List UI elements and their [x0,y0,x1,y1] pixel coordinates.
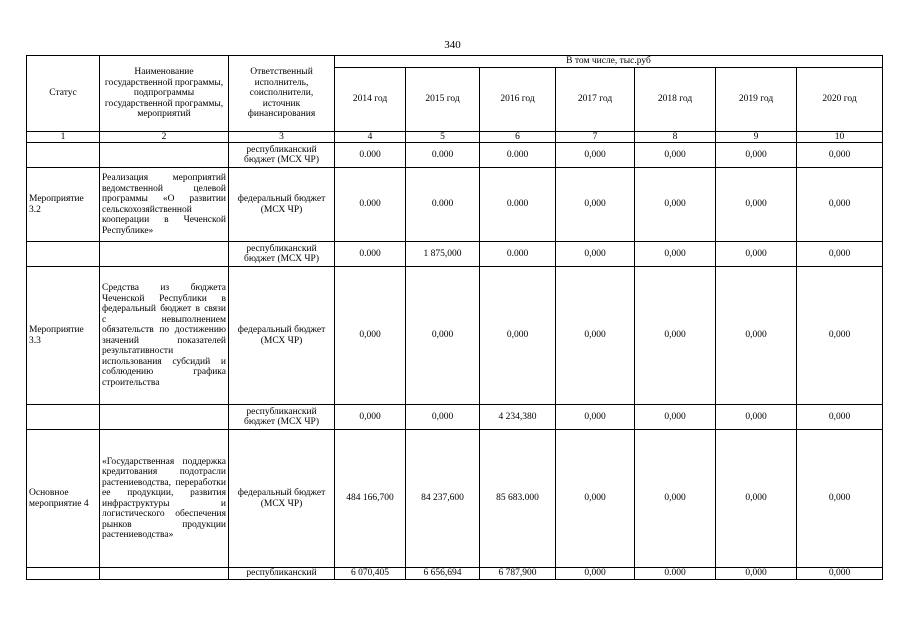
value-cell: 0,000 [716,143,797,168]
value-cell: 0,000 [635,405,716,430]
header-executor: Ответственный исполнитель, соисполнители, источник финансирования [229,56,335,132]
name-cell [100,242,229,267]
col-number: 10 [797,132,883,143]
value-cell: 0,000 [556,168,635,242]
source-cell: республиканский бюджет (МСХ ЧР) [229,143,335,168]
value-cell: 0,000 [406,267,480,405]
value-cell: 0,000 [797,430,883,568]
value-cell: 0,000 [716,430,797,568]
name-cell: Средства из бюджета Чеченской Республики в федеральный бюджет в связи с невыполнением обязательств по достижению значений показателей результативности использования субсидий и соблюдению графика строительства [100,267,229,405]
name-cell [100,568,229,580]
header-year: 2015 год [406,68,480,132]
name-cell: «Государственная поддержка кредитования подотрасли растениеводства, переработки ее продукции, развития инфраструктуры и логистического обеспечения рынков продукции растениеводства» [100,430,229,568]
value-cell: 0,000 [797,143,883,168]
name-cell [100,405,229,430]
table-row [27,267,883,405]
col-number: 6 [480,132,556,143]
value-cell: 4 234,380 [480,405,556,430]
col-number: 4 [335,132,406,143]
value-cell: 0.000 [335,143,406,168]
value-cell: 0.000 [635,568,716,580]
value-cell: 0,000 [556,430,635,568]
header-name: Наименование государственной программы, подпрограммы государственной программы, мероприятий [100,56,229,132]
table-row [27,242,883,267]
source-cell: республиканский [229,568,335,580]
value-cell: 0,000 [556,267,635,405]
value-cell: 0,000 [716,242,797,267]
value-cell: 0,000 [556,568,635,580]
table-row [27,568,883,580]
value-cell: 0,000 [797,568,883,580]
source-cell: республиканский бюджет (МСХ ЧР) [229,405,335,430]
header-year: 2014 год [335,68,406,132]
value-cell: 0.000 [480,168,556,242]
value-cell: 484 166,700 [335,430,406,568]
value-cell: 0,000 [797,405,883,430]
value-cell: 0,000 [556,405,635,430]
value-cell: 0,000 [635,168,716,242]
header-year: 2017 год [556,68,635,132]
value-cell: 0.000 [480,143,556,168]
table-row [27,430,883,568]
col-number: 8 [635,132,716,143]
value-cell: 0,000 [406,405,480,430]
value-cell: 0,000 [335,405,406,430]
value-cell: 0,000 [556,143,635,168]
col-number: 2 [100,132,229,143]
status-cell: Мероприятие 3.3 [27,267,100,405]
value-cell: 0,000 [635,143,716,168]
value-cell: 6 070,405 [335,568,406,580]
value-cell: 0,000 [635,430,716,568]
value-cell: 0,000 [635,242,716,267]
header-group: В том числе, тыс.руб [335,56,883,68]
budget-table [26,55,883,580]
value-cell: 0,000 [556,242,635,267]
value-cell: 6 787,900 [480,568,556,580]
header-status: Статус [27,56,100,132]
header-year: 2019 год [716,68,797,132]
status-cell: Мероприятие 3.2 [27,168,100,242]
value-cell: 1 875,000 [406,242,480,267]
source-cell: федеральный бюджет (МСХ ЧР) [229,430,335,568]
value-cell: 84 237,600 [406,430,480,568]
value-cell: 0.000 [335,168,406,242]
header-year: 2018 год [635,68,716,132]
status-cell [27,242,100,267]
value-cell: 0,000 [716,168,797,242]
value-cell: 0,000 [797,242,883,267]
status-cell: Основное мероприятие 4 [27,430,100,568]
value-cell: 6 656,694 [406,568,480,580]
header-year: 2020 год [797,68,883,132]
source-cell: федеральный бюджет (МСХ ЧР) [229,168,335,242]
value-cell: 0,000 [716,405,797,430]
column-number-row [27,132,883,143]
col-number: 5 [406,132,480,143]
status-cell [27,405,100,430]
value-cell: 0.000 [480,242,556,267]
page-number: 340 [444,39,461,51]
value-cell: 0,000 [797,267,883,405]
table-row [27,168,883,242]
name-cell [100,143,229,168]
table-row [27,143,883,168]
source-cell: федеральный бюджет (МСХ ЧР) [229,267,335,405]
col-number: 9 [716,132,797,143]
source-cell: республиканский бюджет (МСХ ЧР) [229,242,335,267]
header-row [27,56,883,68]
value-cell: 0,000 [480,267,556,405]
value-cell: 85 683.000 [480,430,556,568]
value-cell: 0,000 [716,568,797,580]
col-number: 1 [27,132,100,143]
value-cell: 0,000 [716,267,797,405]
value-cell: 0,000 [797,168,883,242]
name-cell: Реализация мероприятий ведомственной целевой программы «О развитии сельскохозяйственной кооперации в Чеченской Республике» [100,168,229,242]
header-year: 2016 год [480,68,556,132]
status-cell [27,143,100,168]
value-cell: 0,000 [635,267,716,405]
col-number: 7 [556,132,635,143]
status-cell [27,568,100,580]
value-cell: 0.000 [335,242,406,267]
value-cell: 0,000 [335,267,406,405]
value-cell: 0.000 [406,168,480,242]
table-row [27,405,883,430]
col-number: 3 [229,132,335,143]
value-cell: 0.000 [406,143,480,168]
